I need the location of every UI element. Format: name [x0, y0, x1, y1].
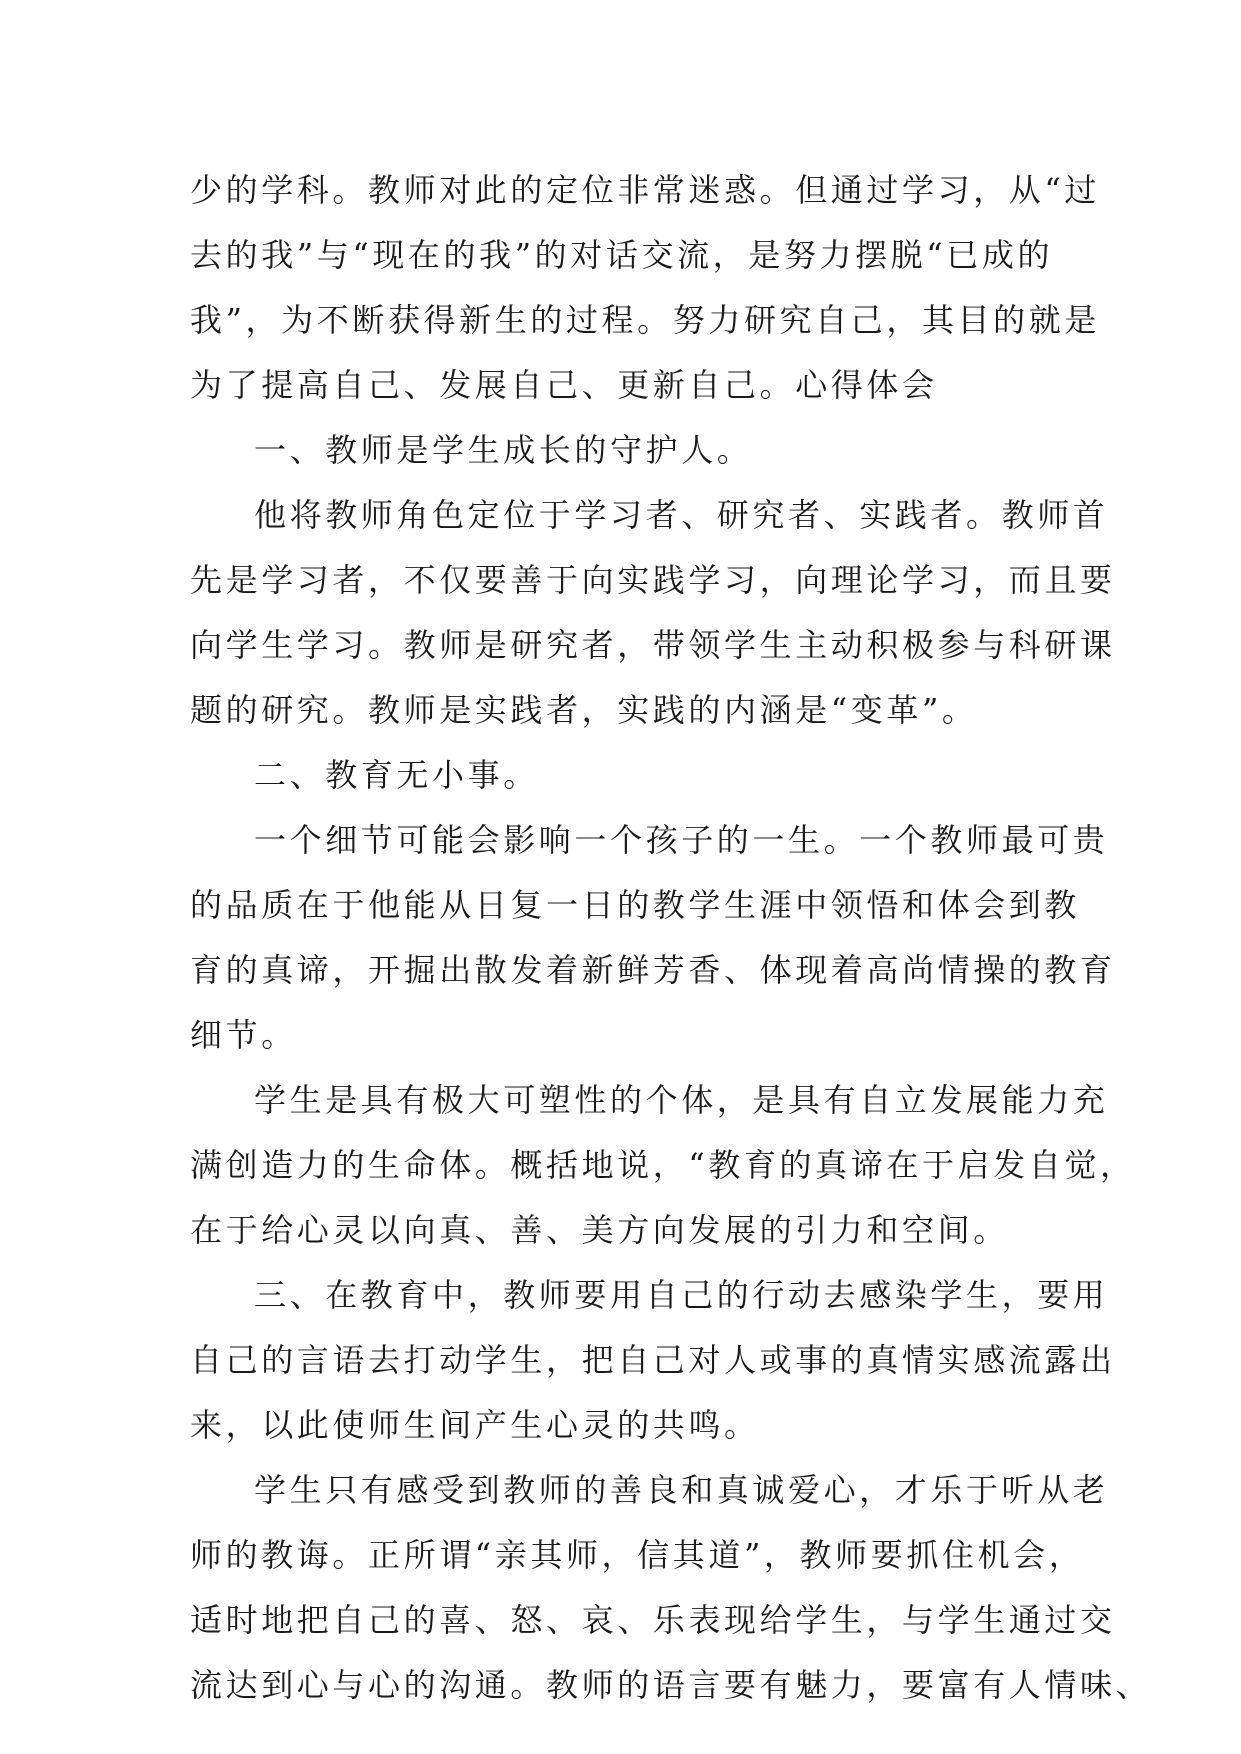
text-line: 他将教师角色定位于学习者、研究者、实践者。教师首 — [254, 496, 1109, 534]
text-line: 细节。 — [190, 1016, 297, 1054]
document-body — [190, 158, 1152, 1718]
text-line: 题的研究。教师是实践者，实践的内涵是“变革”。 — [190, 691, 978, 729]
text-line: 一个细节可能会影响一个孩子的一生。一个教师最可贵 — [254, 821, 1109, 859]
text-line: 在于给心灵以向真、善、美方向发展的引力和空间。 — [190, 1211, 1009, 1249]
text-line: 我”，为不断获得新生的过程。努力研究自己，其目的就是 — [190, 301, 1100, 339]
text-line: 少的学科。教师对此的定位非常迷惑。但通过学习，从“过 — [190, 171, 1100, 209]
text-line: 来，以此使师生间产生心灵的共鸣。 — [190, 1406, 760, 1444]
text-line: 育的真谛，开掘出散发着新鲜芳香、体现着高尚情操的教育 — [190, 951, 1116, 989]
text-line: 流达到心与心的沟通。教师的语言要有魅力，要富有人情味、 — [190, 1666, 1152, 1704]
text-line: 的品质在于他能从日复一日的教学生涯中领悟和体会到教 — [190, 886, 1081, 924]
text-line: 去的我”与“现在的我”的对话交流，是努力摆脱“已成的 — [190, 236, 1054, 274]
text-line: 学生只有感受到教师的善良和真诚爱心，才乐于听从老 — [254, 1471, 1109, 1509]
text-line: 自己的言语去打动学生，把自己对人或事的真情实感流露出 — [190, 1341, 1116, 1379]
text-line: 二、教育无小事。 — [254, 756, 539, 794]
text-line: 学生是具有极大可塑性的个体，是具有自立发展能力充 — [254, 1081, 1109, 1119]
text-line: 满创造力的生命体。概括地说，“教育的真谛在于启发自觉， — [190, 1146, 1136, 1184]
text-line: 一、教师是学生成长的守护人。 — [254, 431, 753, 469]
text-line: 先是学习者，不仅要善于向实践学习，向理论学习，而且要 — [190, 561, 1116, 599]
text-line: 三、在教育中，教师要用自己的行动去感染学生，要用 — [254, 1276, 1109, 1314]
text-line: 师的教诲。正所谓“亲其师，信其道”，教师要抓住机会， — [190, 1536, 1085, 1574]
text-line: 适时地把自己的喜、怒、哀、乐表现给学生，与学生通过交 — [190, 1601, 1116, 1639]
text-line: 向学生学习。教师是研究者，带领学生主动积极参与科研课 — [190, 626, 1116, 664]
text-line: 为了提高自己、发展自己、更新自己。心得体会 — [190, 366, 938, 404]
